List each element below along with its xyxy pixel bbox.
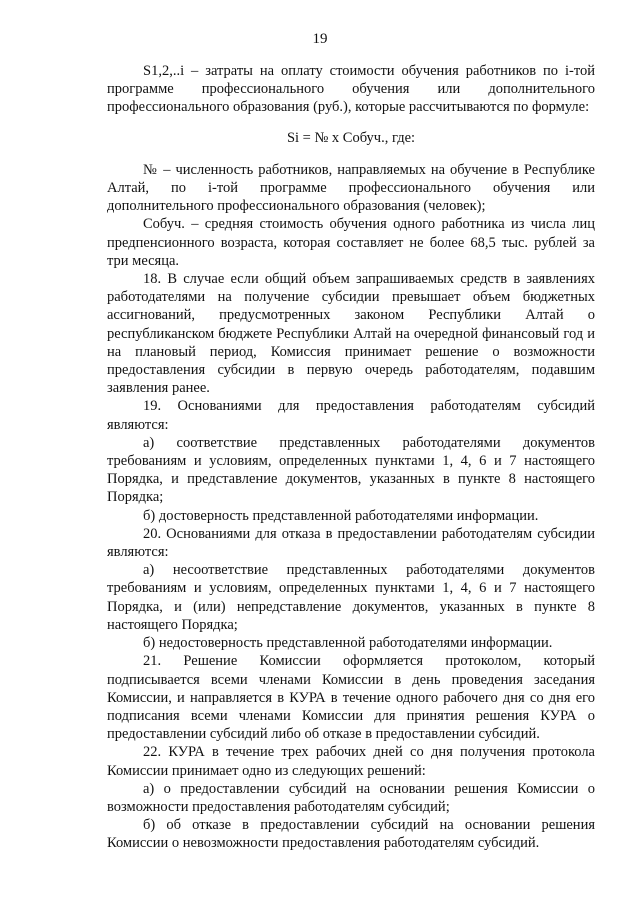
paragraph-19-a: а) соответствие представленных работодателями документов требованиям и условиям, определенных пунктами 1, 4, 6 и 7 настоящего Порядка, и представление документов, указанных в пункте 8 настоящего Порядка; — [107, 434, 595, 506]
paragraph-19: 19. Основаниями для предоставления работодателям субсидий являются: — [107, 398, 595, 433]
paragraph-22: 22. КУРА в течение трех рабочих дней со дня получения протокола Комиссии принимает одно из следующих решений: — [107, 744, 595, 779]
paragraph-20-b: б) недостоверность представленной работодателями информации. — [143, 635, 553, 652]
paragraph-19-b: б) достоверность представленной работодателями информации. — [143, 507, 539, 524]
paragraph-20-a: а) несоответствие представленных работодателями документов требованиям и условиям, определенных пунктами 1, 4, 6 и 7 настоящего Порядка, и (или) непредставление документов, указанных в пункте 8 настоящего Порядка; — [107, 562, 595, 633]
formula: Si = № х Собуч., где: — [286, 129, 416, 146]
paragraph-average-cost-definition: Собуч. – средняя стоимость обучения одного работника из числа лиц предпенсионного возраста, которая составляет не более 68,5 тыс. рублей за три месяца. — [107, 216, 595, 269]
page-number: 19 — [312, 31, 328, 47]
paragraph-number-definition: № – численность работников, направляемых на обучение в Республике Алтай, по i-той программе профессионального обучения или дополнительного профессионального образования (человек); — [107, 161, 595, 215]
paragraph-21: 21. Решение Комиссии оформляется протоколом, который подписывается всеми членами Комиссии в день проведения заседания Комиссии, и направляется в КУРА в течение одного рабочего дня со дня его подписания всеми членами Комиссии для принятия решения КУРА о предоставлении субсидий либо об отказе в предоставлении субсидий. — [107, 653, 595, 743]
paragraph-cost-definition: S1,2,..i – затраты на оплату стоимости обучения работников по i-той программе профессионального обучения или дополнительного профессионального образования (руб.), которые рассчитываются по формуле: — [107, 63, 595, 116]
paragraph-22-a: а) о предоставлении субсидий на основании решения Комиссии о возможности предоставления работодателям субсидий; — [107, 780, 595, 815]
paragraph-20: 20. Основаниями для отказа в предоставлении работодателям субсидии являются: — [107, 525, 595, 561]
paragraph-18: 18. В случае если общий объем запрашиваемых средств в заявлениях работодателями на получение субсидии превышает объем бюджетных ассигнований, предусмотренных законом Республики Алтай о республиканском бюджете Республики Алтай на очередной финансовый год и на плановый период, Комиссия принимает решение о возможности предоставления субсидии в первую очередь работодателям, подавшим заявления ранее. — [107, 271, 595, 397]
paragraph-22-b: б) об отказе в предоставлении субсидий на основании решения Комиссии о невозможности предоставления работодателям субсидий. — [107, 817, 595, 852]
document-body — [107, 62, 595, 853]
